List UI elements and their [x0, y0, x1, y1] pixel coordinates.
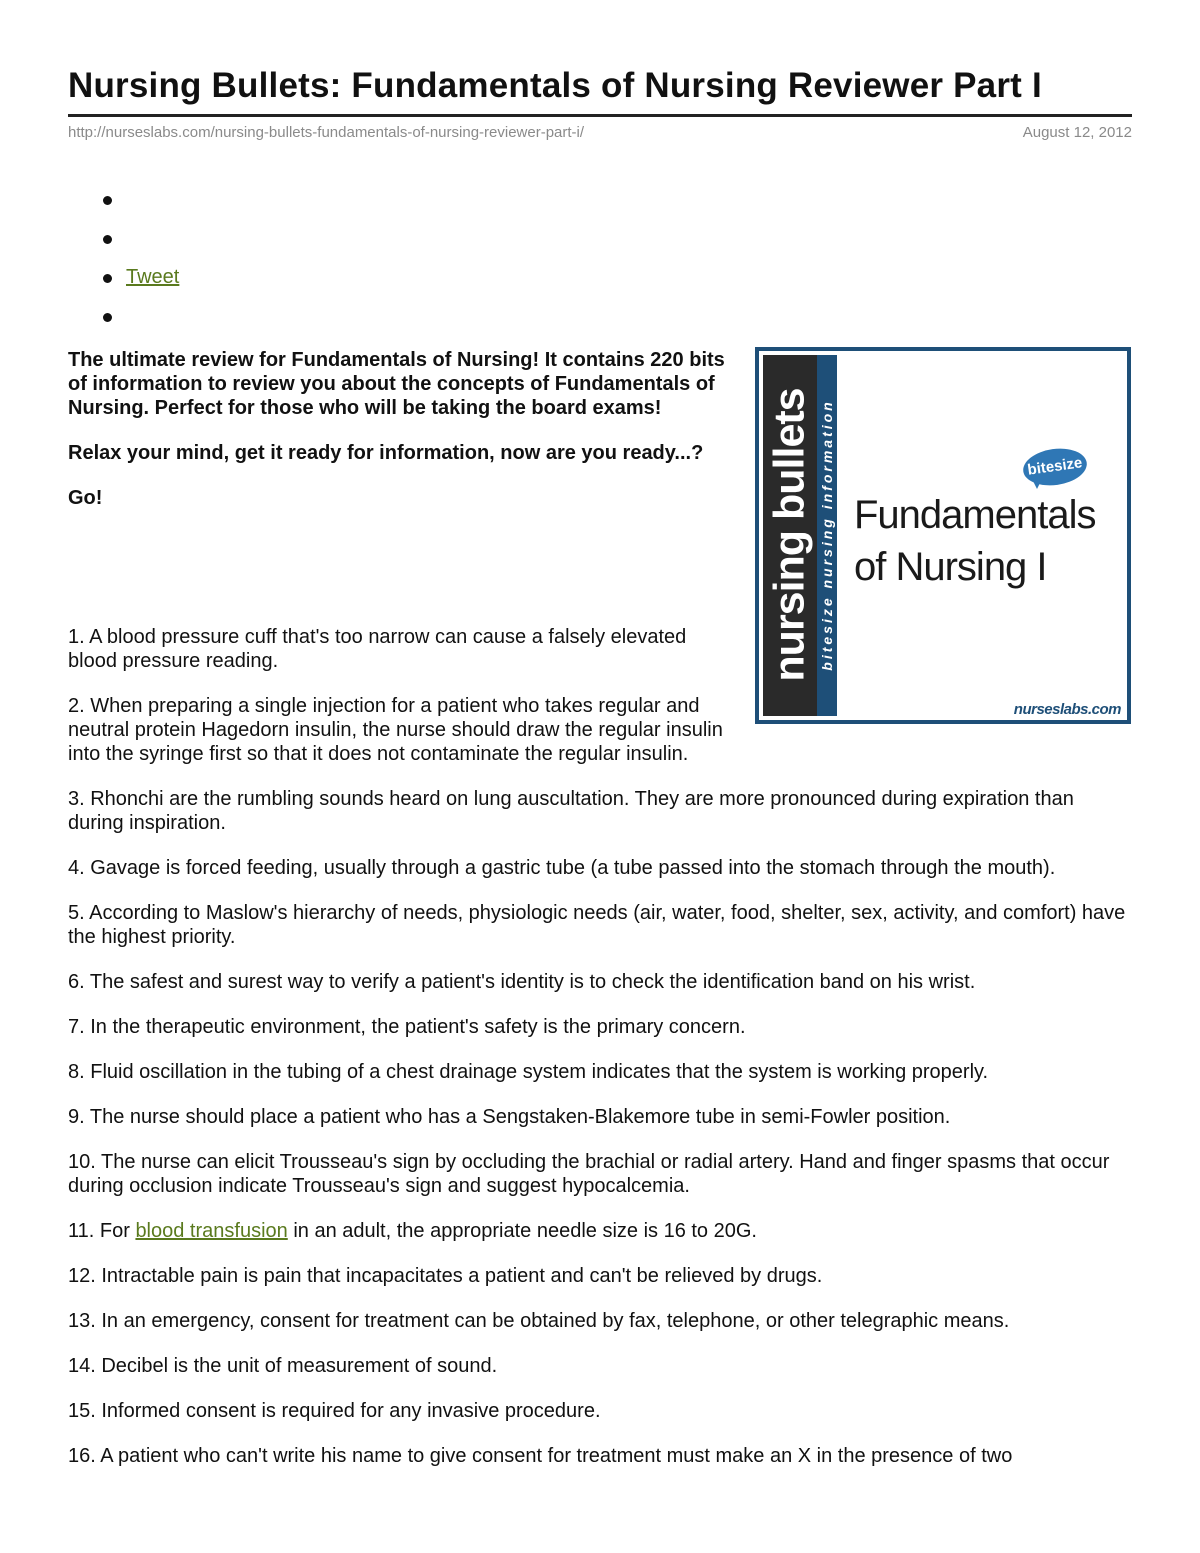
cover-brand: nurseslabs.com	[1013, 701, 1121, 718]
fact-item: 4. Gavage is forced feeding, usually through a gastric tube (a tube passed into the stomach through the mouth).	[68, 857, 1056, 879]
share-list	[68, 180, 179, 336]
intro-paragraph: Go!	[68, 487, 103, 509]
fact-item: 14. Decibel is the unit of measurement of sound.	[68, 1355, 498, 1377]
cover-spine-text: nursing bullets	[765, 388, 814, 682]
fact-item: 10. The nurse can elicit Trousseau's sign by occluding the brachial or radial artery. Hand and finger spasms that occur during occlusion indicate Trousseau's sign and suggest hypocalcemia.	[68, 1151, 1110, 1197]
fact-prefix: 11. For	[68, 1220, 136, 1242]
cover-badge: bitesize	[1021, 445, 1089, 490]
intro-section	[68, 348, 728, 531]
fact-item: 13. In an emergency, consent for treatment can be obtained by fax, telephone, or other telegraphic means.	[68, 1310, 1010, 1332]
page-title: Nursing Bullets: Fundamentals of Nursing Reviewer Part I	[68, 66, 1042, 105]
intro-paragraph: Relax your mind, get it ready for information, now are you ready...?	[68, 442, 704, 464]
fact-item: 16. A patient who can't write his name to give consent for treatment must make an X in the presence of two	[68, 1445, 1013, 1467]
fact-item: 5. According to Maslow's hierarchy of needs, physiologic needs (air, water, food, shelter, sex, activity, and comfort) have the highest priority.	[68, 902, 1126, 948]
facts-list	[68, 625, 1134, 1489]
fact-suffix: in an adult, the appropriate needle size is 16 to 20G.	[287, 1220, 757, 1242]
fact-item: 7. In the therapeutic environment, the patient's safety is the primary concern.	[68, 1016, 746, 1038]
fact-item: 12. Intractable pain is pain that incapacitates a patient and can't be relieved by drugs.	[68, 1265, 823, 1287]
fact-item: 9. The nurse should place a patient who has a Sengstaken-Blakemore tube in semi-Fowler position.	[68, 1106, 951, 1128]
cover-strip-text: bitesize nursing information	[819, 399, 835, 671]
share-item-empty	[68, 180, 179, 219]
cover-title-line2: of Nursing I	[854, 545, 1047, 589]
share-item-empty	[68, 297, 179, 336]
fact-item: 3. Rhonchi are the rumbling sounds heard on lung auscultation. They are more pronounced during expiration than during inspiration.	[68, 788, 1074, 834]
intro-paragraph: The ultimate review for Fundamentals of Nursing! It contains 220 bits of information to review you about the concepts of Fundamentals of Nursing. Perfect for those who will be taking the board exams!	[68, 349, 725, 419]
fact-item: 8. Fluid oscillation in the tubing of a chest drainage system indicates that the system is working properly.	[68, 1061, 989, 1083]
fact-item: 2. When preparing a single injection for a patient who takes regular and neutral protein Hagedorn insulin, the nurse should draw the regular insulin into the syringe first so that it does not contaminate the regular insulin.	[68, 695, 723, 765]
fact-item-11	[68, 1219, 1134, 1243]
blood-transfusion-link[interactable]: blood transfusion	[135, 1220, 288, 1242]
fact-item: 15. Informed consent is required for any invasive procedure.	[68, 1400, 601, 1422]
share-item-empty	[68, 219, 179, 258]
fact-item: 6. The safest and surest way to verify a patient's identity is to check the identification band on his wrist.	[68, 971, 976, 993]
title-divider	[68, 114, 1132, 117]
source-url: http://nurseslabs.com/nursing-bullets-fundamentals-of-nursing-reviewer-part-i/	[68, 124, 585, 141]
publish-date: August 12, 2012	[1022, 124, 1132, 141]
fact-item: 1. A blood pressure cuff that's too narrow can cause a falsely elevated blood pressure reading.	[68, 626, 687, 672]
share-item-tweet	[68, 258, 179, 297]
cover-title-line1: Fundamentals	[854, 493, 1096, 537]
tweet-link[interactable]: Tweet	[126, 266, 180, 288]
